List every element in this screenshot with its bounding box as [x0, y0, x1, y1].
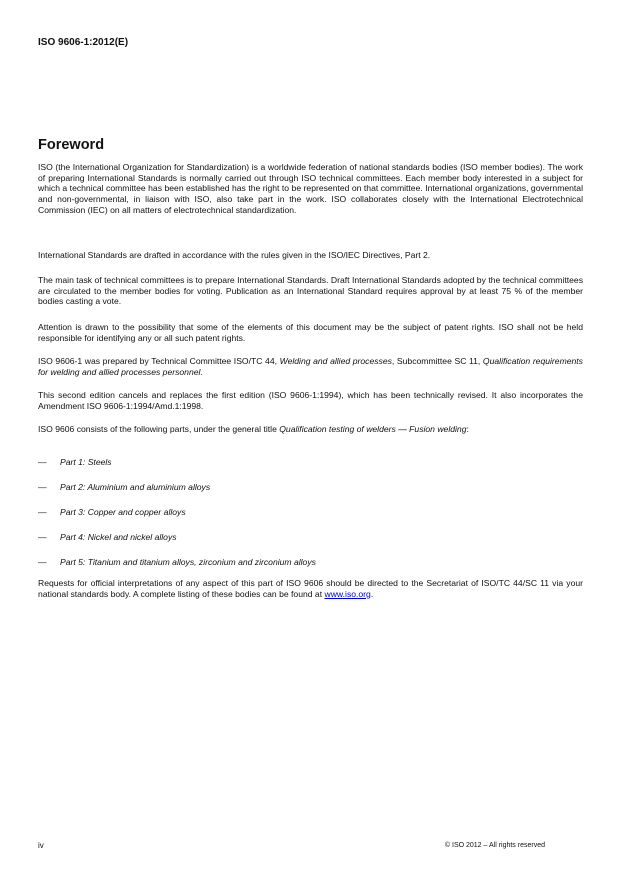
paragraph-prepared-by — [38, 356, 583, 377]
text: ISO 9606 consists of the following parts, under the general title — [38, 424, 280, 434]
list-item — [38, 557, 583, 568]
paragraph-iso-intro: ISO (the International Organization for Standardization) is a worldwide federation of national standards bodies (ISO member bodies). The work of preparing International Standards is normally carried out through ISO technical committees. Each member body interested in a subject for which a technical committee has been established has the right to be represented on that committee. International organizations, governmental and non-governmental, in liaison with ISO, also take part in the work. ISO collaborates closely with the International Electrotechnical Commission (IEC) on all matters of electrotechnical standardization. — [38, 162, 583, 215]
dash: — — [38, 482, 47, 492]
part-label: Part 2: Aluminium and aluminium alloys — [60, 482, 211, 492]
text: : — [466, 424, 469, 434]
text: . — [200, 366, 203, 377]
list-item — [38, 507, 583, 518]
section-title: Foreword — [38, 137, 105, 153]
paragraph-edition: This second edition cancels and replaces the first edition (ISO 9606-1:1994), which has been technically revised. It also incorporates the Amendment ISO 9606-1:1994/Amd.1:1998. — [38, 390, 583, 411]
dash: — — [38, 507, 47, 517]
page-footer — [38, 841, 583, 850]
part-label: Part 4: Nickel and nickel alloys — [60, 532, 177, 542]
dash: — — [38, 532, 47, 542]
part-label: Part 3: Copper and copper alloys — [60, 507, 186, 517]
dash: — — [38, 457, 47, 467]
list-item — [38, 457, 583, 468]
page-number: iv — [38, 841, 44, 850]
text: ISO 9606-1 was prepared by Technical Committee ISO/TC 44, — [38, 356, 280, 366]
paragraph-interpretations — [38, 578, 583, 599]
part-label: Part 1: Steels — [60, 457, 112, 467]
paragraph-patent: Attention is drawn to the possibility that some of the elements of this document may be the subject of patent rights. ISO shall not be held responsible for identifying any or all such patent rights. — [38, 322, 583, 343]
document-id-header: ISO 9606-1:2012(E) — [38, 37, 129, 48]
dash: — — [38, 557, 47, 567]
paragraph-main-task: The main task of technical committees is to prepare International Standards. Draft International Standards adopted by the technical committees are circulated to the member bodies for voting. Publication as an International Standard requires approval by at least 75 % of the member bodies casting a vote. — [38, 275, 583, 307]
copyright-notice: © ISO 2012 – All rights reserved — [444, 842, 545, 849]
general-title: Qualification testing of welders — Fusion welding — [279, 424, 467, 434]
text: Requests for official interpretations of any aspect of this part of ISO 9606 should be directed to the Secretariat of ISO/TC 44/SC 11 via your national standards body. A complete listing of these bodies can be found at — [38, 578, 583, 599]
committee-title: Welding and allied processes — [279, 356, 392, 366]
text: , Subcommittee SC 11, — [391, 356, 483, 366]
paragraph-parts-intro — [38, 424, 583, 435]
list-item — [38, 532, 583, 543]
subcommittee-title: Qualification requirements for welding and allied processes personnel — [38, 356, 583, 377]
paragraph-directives: International Standards are drafted in accordance with the rules given in the ISO/IEC Directives, Part 2. — [38, 250, 431, 260]
list-item — [38, 482, 583, 493]
text: . — [370, 588, 374, 599]
iso-website-link[interactable]: www.iso.org — [324, 588, 371, 599]
part-label: Part 5: Titanium and titanium alloys, zirconium and zirconium alloys — [60, 557, 316, 567]
